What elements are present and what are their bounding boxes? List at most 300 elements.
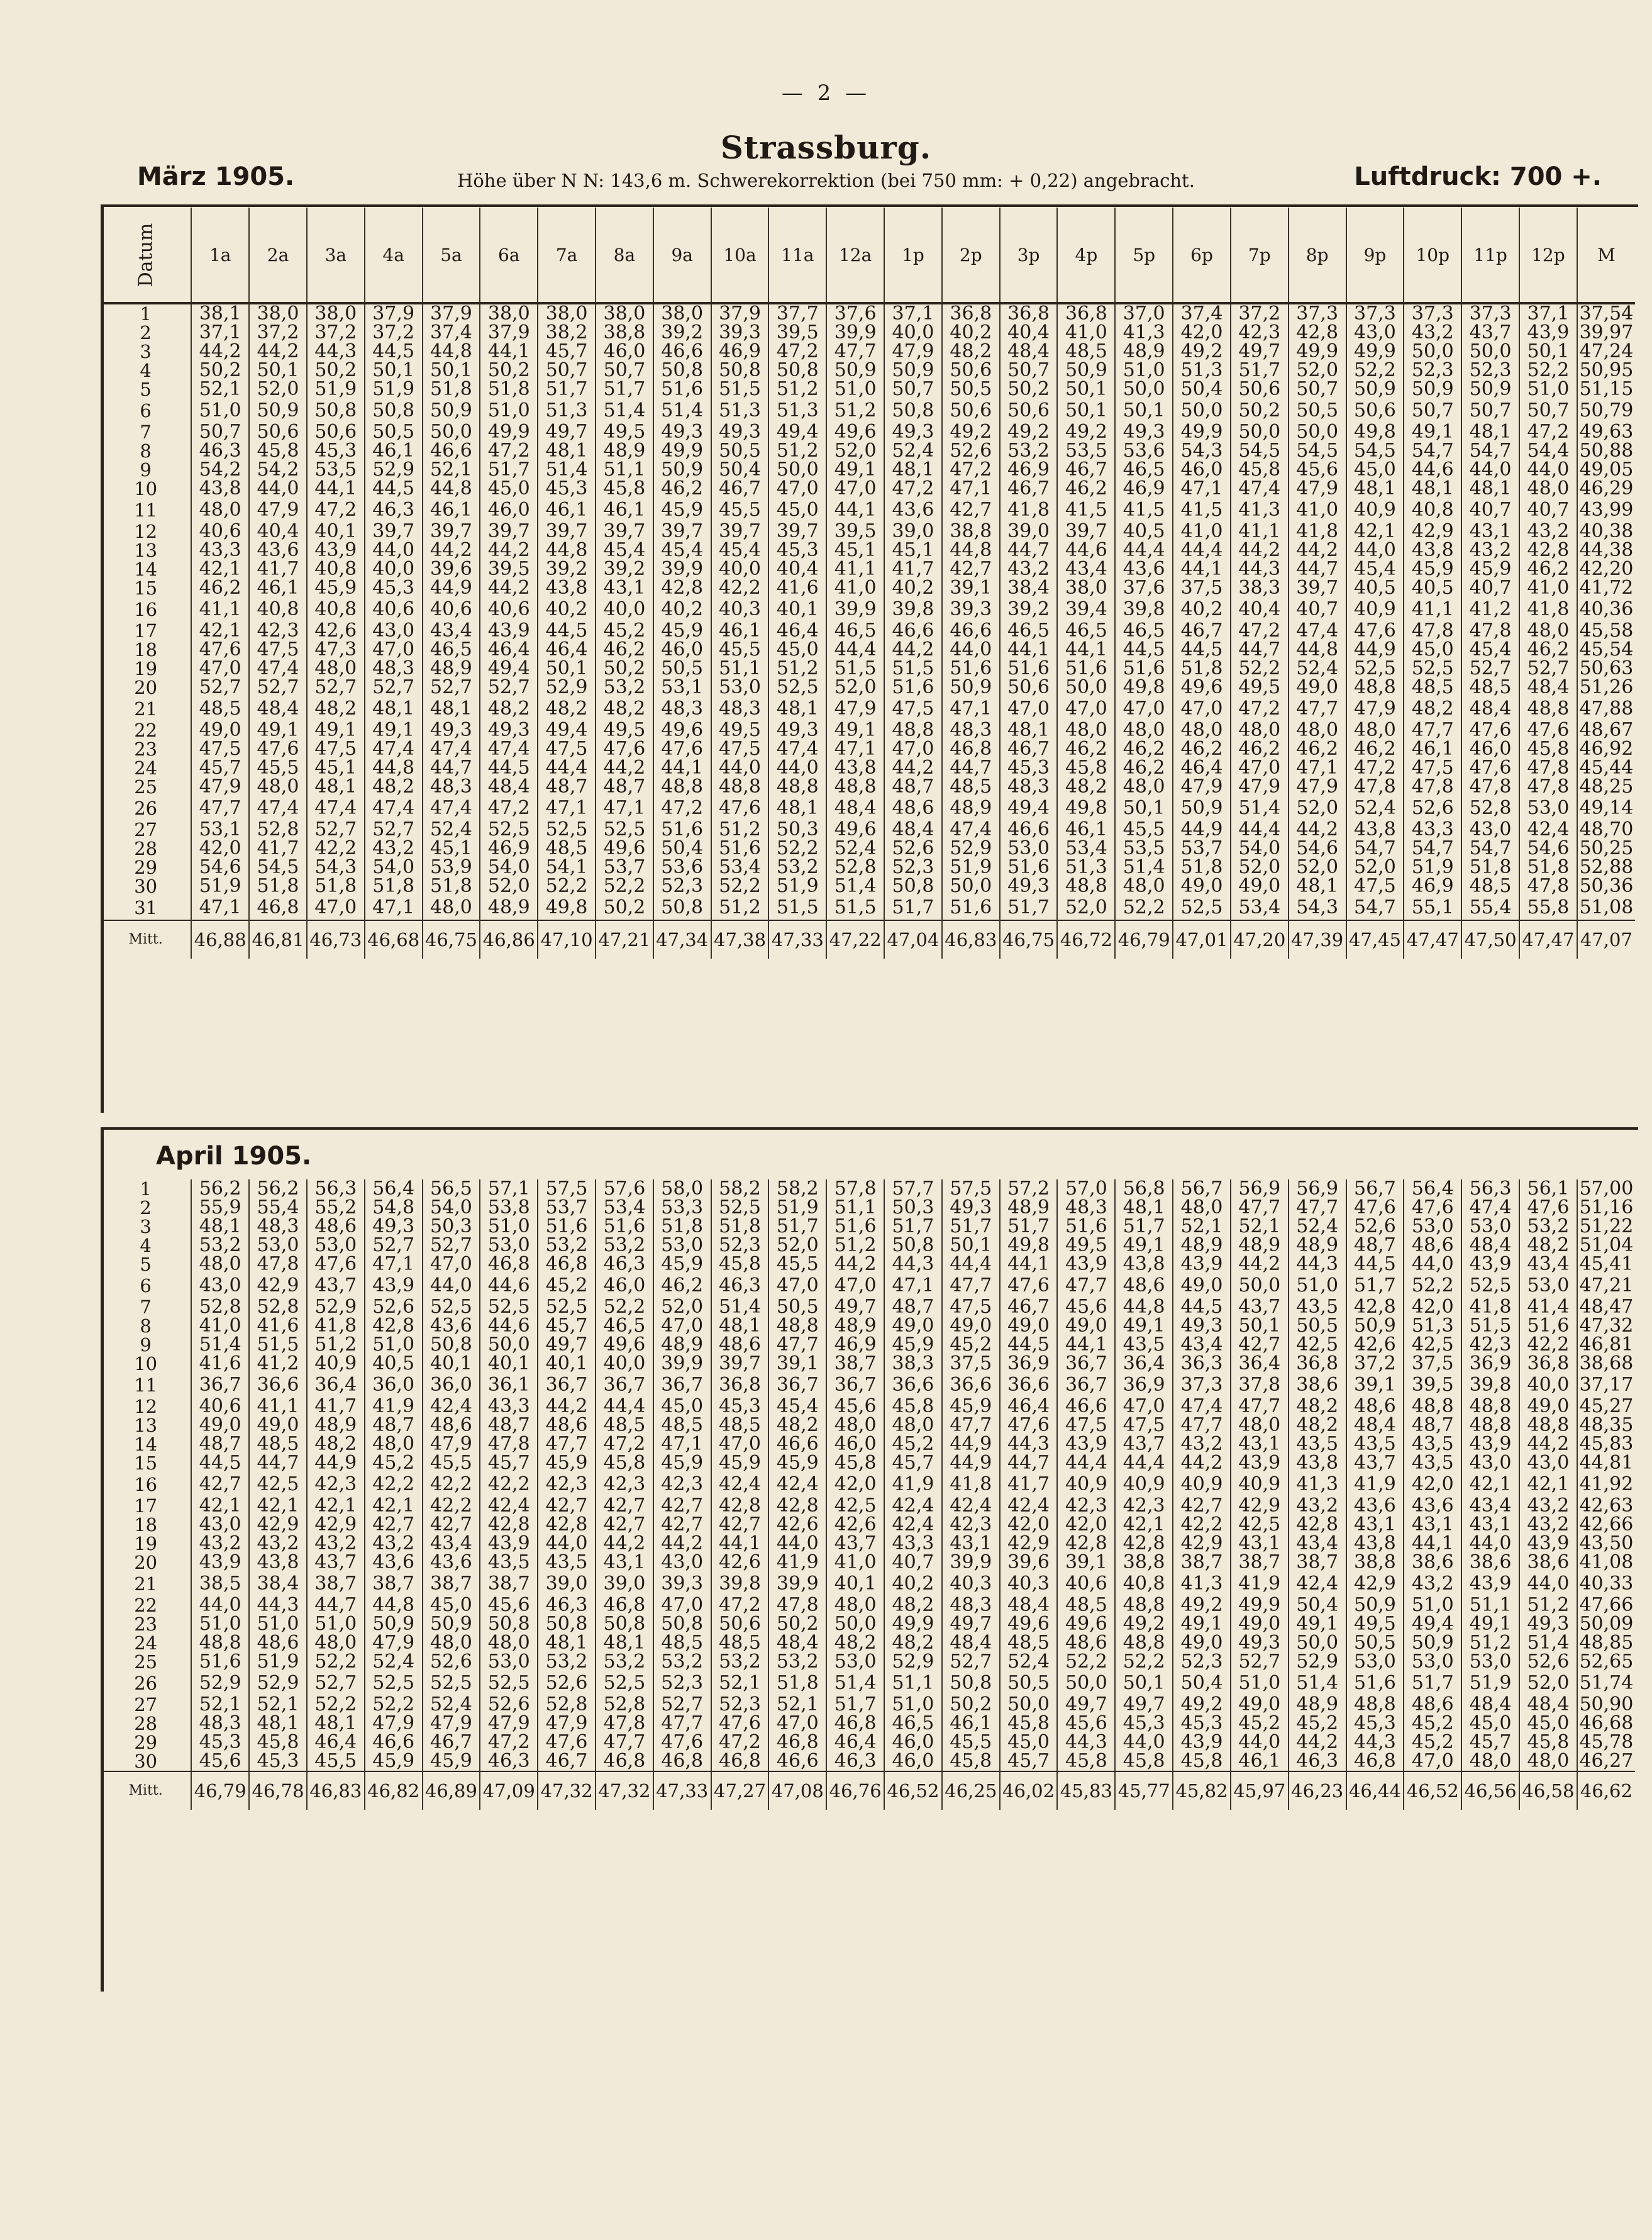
table-row [101,541,1635,560]
pressure-cell: 42,7 [191,1473,249,1496]
pressure-cell: 48,1 [307,777,365,796]
pressure-cell: 50,95 [1577,361,1635,380]
pressure-cell: 48,5 [1461,877,1519,896]
pressure-cell: 51,2 [768,442,826,460]
pressure-cell: 52,1 [249,1695,307,1714]
pressure-cell: 52,8 [538,1695,596,1714]
pressure-cell: 52,5 [768,678,826,697]
pressure-cell: 52,9 [538,678,596,697]
pressure-cell: 42,1 [1346,522,1404,541]
pressure-cell: 47,0 [423,1255,480,1274]
pressure-cell: 41,1 [1231,522,1289,541]
mean-cell: 47,20 [1231,920,1289,959]
column-header-label: 3p [1017,244,1040,265]
pressure-cell: 50,7 [191,423,249,442]
pressure-cell: 52,7 [942,1652,1000,1671]
pressure-cell: 43,1 [596,579,653,598]
pressure-cell: 40,1 [423,1354,480,1373]
pressure-cell: 43,2 [1173,1435,1231,1454]
day-cell: 8 [140,442,152,460]
pressure-cell: 48,1 [191,1217,249,1236]
pressure-cell: 51,5 [249,1335,307,1354]
pressure-cell: 46,0 [653,640,711,659]
pressure-cell: 54,7 [1346,839,1404,858]
pressure-cell: 51,7 [1115,1217,1173,1236]
pressure-cell: 42,9 [307,1515,365,1534]
pressure-cell: 47,9 [1289,479,1346,498]
pressure-cell: 47,8 [768,1596,826,1615]
pressure-cell: 45,9 [365,1752,423,1771]
pressure-cell: 51,2 [826,399,884,423]
pressure-cell: 51,0 [826,380,884,399]
pressure-cell: 46,1 [249,579,307,598]
mean-cell: 47,39 [1289,920,1346,959]
pressure-cell: 53,0 [1346,1652,1404,1671]
pressure-cell: 43,0 [191,1274,249,1298]
pressure-cell: 40,2 [1173,598,1231,621]
pressure-cell: 42,6 [307,621,365,640]
pressure-cell: 47,8 [1519,759,1577,777]
pressure-cell: 48,8 [191,1634,249,1652]
pressure-cell: 50,1 [423,361,480,380]
pressure-cell: 50,2 [191,361,249,380]
pressure-cell: 47,0 [768,479,826,498]
pressure-cell: 50,5 [1289,399,1346,423]
mean-cell: 46,78 [249,1771,307,1810]
pressure-cell: 50,8 [365,399,423,423]
pressure-cell: 47,0 [307,896,365,920]
pressure-cell: 46,8 [711,1752,769,1771]
pressure-cell: 37,2 [365,323,423,342]
pressure-cell: 47,9 [538,1714,596,1733]
pressure-cell: 49,5 [596,423,653,442]
pressure-cell: 45,3 [1173,1714,1231,1733]
pressure-cell: 48,6 [249,1634,307,1652]
pressure-cell: 48,9 [307,1416,365,1435]
pressure-cell: 54,1 [538,858,596,877]
pressure-cell: 39,7 [596,522,653,541]
pressure-cell: 44,4 [942,1255,1000,1274]
pressure-cell: 44,4 [1057,1454,1115,1473]
pressure-cell: 50,79 [1577,399,1635,423]
pressure-cell: 44,9 [942,1435,1000,1454]
pressure-cell: 40,9 [1115,1473,1173,1496]
pressure-cell: 47,2 [884,479,942,498]
pressure-cell: 50,1 [249,361,307,380]
pressure-cell: 48,9 [1289,1236,1346,1255]
pressure-cell: 50,7 [1404,399,1461,423]
pressure-cell: 37,54 [1577,303,1635,323]
pressure-cell: 40,6 [480,598,538,621]
pressure-cell: 42,2 [1519,1335,1577,1354]
pressure-cell: 49,7 [538,1335,596,1354]
pressure-cell: 50,4 [1289,1596,1346,1615]
pressure-cell: 50,6 [1231,380,1289,399]
pressure-cell: 44,9 [1173,820,1231,839]
table-row [101,1217,1635,1236]
pressure-cell: 47,1 [942,697,1000,721]
pressure-cell: 48,8 [1461,1416,1519,1435]
pressure-cell: 51,7 [1000,896,1058,920]
pressure-cell: 42,0 [1404,1473,1461,1496]
pressure-cell: 48,9 [1231,1236,1289,1255]
pressure-cell: 44,81 [1577,1454,1635,1473]
mean-cell: 46,62 [1577,1771,1635,1810]
pressure-cell: 47,7 [1173,1416,1231,1435]
pressure-cell: 51,7 [1404,1671,1461,1695]
pressure-cell: 52,1 [191,380,249,399]
mean-cell: 46,58 [1519,1771,1577,1810]
pressure-cell: 43,7 [1461,323,1519,342]
pressure-cell: 52,5 [1461,1274,1519,1298]
pressure-cell: 40,0 [884,323,942,342]
day-cell: 27 [134,820,158,839]
pressure-cell: 52,4 [826,839,884,858]
pressure-cell: 47,0 [1231,759,1289,777]
pressure-cell: 54,3 [1289,896,1346,920]
pressure-cell: 42,8 [1519,541,1577,560]
pressure-cell: 45,2 [884,1435,942,1454]
pressure-cell: 53,6 [1115,442,1173,460]
pressure-cell: 43,2 [1404,323,1461,342]
pressure-cell: 50,8 [307,399,365,423]
pressure-cell: 42,8 [538,1515,596,1534]
pressure-cell: 40,38 [1577,522,1635,541]
pressure-cell: 46,5 [1115,460,1173,479]
pressure-cell: 42,1 [1115,1515,1173,1534]
pressure-cell: 40,6 [365,598,423,621]
pressure-cell: 47,4 [249,796,307,820]
pressure-cell: 48,0 [1461,1752,1519,1771]
pressure-cell: 44,0 [1346,541,1404,560]
pressure-cell: 39,7 [1289,579,1346,598]
pressure-cell: 50,7 [1289,380,1346,399]
pressure-cell: 42,4 [942,1496,1000,1515]
pressure-cell: 51,9 [191,877,249,896]
pressure-cell: 52,9 [1289,1652,1346,1671]
pressure-cell: 44,8 [1115,1298,1173,1317]
pressure-cell: 45,3 [711,1397,769,1416]
pressure-cell: 45,1 [884,541,942,560]
pressure-cell: 54,2 [249,460,307,479]
pressure-cell: 49,3 [1173,1317,1231,1335]
pressure-cell: 52,9 [942,839,1000,858]
pressure-cell: 44,2 [884,759,942,777]
day-cell: 23 [134,1615,158,1634]
pressure-cell: 47,6 [1519,1198,1577,1217]
pressure-cell: 46,6 [653,342,711,361]
pressure-cell: 48,9 [942,796,1000,820]
pressure-cell: 53,4 [1231,896,1289,920]
pressure-cell: 46,2 [1057,740,1115,759]
pressure-cell: 46,6 [768,1435,826,1454]
day-cell: 19 [134,659,158,678]
day-cell: 17 [134,1496,158,1515]
pressure-cell: 43,5 [1289,1298,1346,1317]
pressure-cell: 50,6 [942,361,1000,380]
pressure-cell: 42,7 [538,1496,596,1515]
pressure-cell: 42,1 [191,1496,249,1515]
pressure-cell: 52,7 [365,1236,423,1255]
pressure-cell: 37,4 [1173,303,1231,323]
pressure-cell: 51,26 [1577,678,1635,697]
pressure-cell: 52,7 [1231,1652,1289,1671]
pressure-cell: 46,8 [1346,1752,1404,1771]
pressure-cell: 44,1 [1000,640,1058,659]
pressure-cell: 40,8 [249,598,307,621]
day-cell: 15 [134,1454,158,1473]
column-header-label: 5a [440,244,462,265]
column-header-label: 7a [555,244,578,265]
pressure-cell: 47,88 [1577,697,1635,721]
pressure-cell: 39,9 [653,560,711,579]
pressure-cell: 48,2 [307,697,365,721]
pressure-cell: 47,9 [365,1714,423,1733]
pressure-cell: 47,9 [1289,777,1346,796]
pressure-cell: 45,7 [191,759,249,777]
pressure-cell: 48,5 [538,839,596,858]
pressure-cell: 47,4 [1231,479,1289,498]
pressure-cell: 44,0 [1519,460,1577,479]
pressure-cell: 50,7 [1519,399,1577,423]
pressure-cell: 44,6 [480,1274,538,1298]
pressure-cell: 50,2 [942,1695,1000,1714]
pressure-cell: 48,0 [249,777,307,796]
pressure-cell: 52,2 [711,877,769,896]
pressure-cell: 46,4 [538,640,596,659]
mean-cell: 46,52 [1404,1771,1461,1810]
pressure-cell: 47,6 [653,1733,711,1752]
pressure-cell: 51,2 [1519,1596,1577,1615]
day-cell: 3 [140,342,152,361]
pressure-cell: 42,3 [1115,1496,1173,1515]
pressure-cell: 37,3 [1346,303,1404,323]
pressure-cell: 48,6 [711,1335,769,1354]
pressure-cell: 50,9 [884,361,942,380]
pressure-cell: 48,7 [1346,1236,1404,1255]
pressure-cell: 39,0 [538,1572,596,1596]
pressure-cell: 53,0 [249,1236,307,1255]
pressure-cell: 45,2 [942,1335,1000,1354]
day-cell: 13 [134,1416,158,1435]
pressure-cell: 41,0 [1173,522,1231,541]
pressure-cell: 52,2 [1346,361,1404,380]
pressure-cell: 47,6 [653,740,711,759]
pressure-cell: 48,6 [1404,1236,1461,1255]
pressure-cell: 43,4 [423,621,480,640]
pressure-cell: 44,5 [538,621,596,640]
day-cell: 6 [140,400,152,421]
mean-cell: 47,34 [653,920,711,959]
pressure-cell: 51,8 [480,380,538,399]
pressure-cell: 46,1 [365,442,423,460]
table-row [101,640,1635,659]
pressure-cell: 56,4 [365,1179,423,1198]
column-header-label: 2p [959,244,982,265]
pressure-cell: 45,6 [826,1397,884,1416]
pressure-cell: 53,0 [653,1236,711,1255]
pressure-cell: 36,0 [423,1373,480,1397]
pressure-cell: 45,7 [538,342,596,361]
pressure-cell: 42,3 [249,621,307,640]
pressure-cell: 47,9 [365,1634,423,1652]
pressure-cell: 53,4 [596,1198,653,1217]
day-cell: 8 [140,1317,152,1335]
pressure-cell: 48,2 [307,1435,365,1454]
pressure-cell: 45,3 [249,1752,307,1771]
pressure-cell: 50,90 [1577,1695,1635,1714]
pressure-cell: 47,4 [365,740,423,759]
pressure-cell: 45,2 [538,1274,596,1298]
mean-cell: 47,27 [711,1771,769,1810]
mean-row [101,920,1635,959]
pressure-cell: 38,6 [1289,1373,1346,1397]
pressure-cell: 56,9 [1231,1179,1289,1198]
pressure-cell: 47,4 [423,796,480,820]
pressure-cell: 51,4 [653,399,711,423]
pressure-cell: 54,4 [1519,442,1577,460]
pressure-cell: 53,0 [1404,1217,1461,1236]
pressure-cell: 52,65 [1577,1652,1635,1671]
pressure-cell: 48,4 [1461,697,1519,721]
day-cell: 26 [134,798,158,819]
table-row [101,1298,1635,1317]
pressure-cell: 52,7 [423,678,480,697]
pressure-cell: 52,2 [365,1695,423,1714]
day-cell: 1 [140,1179,152,1198]
pressure-cell: 48,8 [1461,1397,1519,1416]
pressure-cell: 40,33 [1577,1572,1635,1596]
day-cell: 15 [134,579,158,598]
pressure-cell: 45,0 [480,479,538,498]
pressure-cell: 37,9 [711,303,769,323]
pressure-cell: 48,0 [1346,721,1404,740]
pressure-cell: 45,2 [596,621,653,640]
pressure-cell: 52,4 [423,1695,480,1714]
table-row [101,1534,1635,1553]
column-header [1115,208,1173,303]
pressure-cell: 43,1 [1461,1515,1519,1534]
pressure-cell: 45,4 [653,541,711,560]
pressure-cell: 50,25 [1577,839,1635,858]
pressure-cell: 49,2 [1173,1596,1231,1615]
pressure-cell: 46,5 [884,1714,942,1733]
pressure-cell: 51,8 [768,1671,826,1695]
pressure-cell: 47,66 [1577,1596,1635,1615]
day-cell: 25 [134,777,158,796]
pressure-cell: 51,6 [1057,659,1115,678]
pressure-cell: 45,8 [1057,759,1115,777]
pressure-cell: 49,8 [1057,796,1115,820]
pressure-cell: 39,7 [1057,522,1115,541]
day-cell: 2 [140,1198,152,1217]
column-header-label: 1a [209,244,231,265]
pressure-cell: 43,2 [1000,560,1058,579]
pressure-cell: 44,3 [249,1596,307,1615]
column-header [1577,208,1635,303]
pressure-cell: 38,4 [249,1572,307,1596]
pressure-cell: 48,5 [1000,1634,1058,1652]
table-row [101,303,1635,323]
pressure-cell: 51,7 [942,1217,1000,1236]
pressure-cell: 47,5 [711,740,769,759]
pressure-cell: 47,9 [423,1435,480,1454]
table-row [101,1198,1635,1217]
mean-cell: 47,33 [653,1771,711,1810]
pressure-cell: 51,5 [884,659,942,678]
pressure-cell: 51,8 [1173,659,1231,678]
pressure-cell: 50,0 [942,877,1000,896]
pressure-cell: 47,7 [942,1416,1000,1435]
pressure-cell: 52,0 [1346,858,1404,877]
pressure-cell: 48,8 [711,777,769,796]
pressure-cell: 43,0 [1346,323,1404,342]
pressure-cell: 49,1 [1404,423,1461,442]
mean-cell: 46,76 [826,1771,884,1810]
pressure-cell: 45,58 [1577,621,1635,640]
pressure-cell: 53,0 [1519,796,1577,820]
pressure-cell: 44,2 [480,541,538,560]
pressure-cell: 54,5 [1289,442,1346,460]
pressure-cell: 46,8 [538,1255,596,1274]
table-row [101,678,1635,697]
pressure-cell: 48,7 [1404,1416,1461,1435]
pressure-cell: 44,8 [365,1596,423,1615]
pressure-cell: 51,6 [191,1652,249,1671]
pressure-cell: 42,8 [1346,1298,1404,1317]
pressure-cell: 44,3 [884,1255,942,1274]
pressure-cell: 38,8 [1346,1553,1404,1572]
pressure-cell: 49,9 [653,442,711,460]
pressure-cell: 38,68 [1577,1354,1635,1373]
pressure-cell: 51,4 [1519,1634,1577,1652]
pressure-cell: 47,0 [768,1714,826,1733]
pressure-cell: 49,8 [538,896,596,920]
pressure-cell: 47,3 [307,640,365,659]
pressure-cell: 42,3 [653,1473,711,1496]
mean-cell: 45,77 [1115,1771,1173,1810]
pressure-cell: 47,32 [1577,1317,1635,1335]
pressure-cell: 49,7 [538,423,596,442]
pressure-cell: 51,8 [711,1217,769,1236]
pressure-cell: 46,4 [1000,1397,1058,1416]
pressure-cell: 44,2 [653,1534,711,1553]
pressure-cell: 53,7 [1173,839,1231,858]
pressure-cell: 50,8 [884,1236,942,1255]
pressure-cell: 51,9 [249,1652,307,1671]
pressure-cell: 50,6 [942,399,1000,423]
pressure-cell: 52,0 [1289,361,1346,380]
column-header [480,208,538,303]
pressure-cell: 57,1 [480,1179,538,1198]
pressure-cell: 50,1 [1231,1317,1289,1335]
pressure-cell: 49,0 [191,721,249,740]
pressure-cell: 39,7 [711,1354,769,1373]
pressure-cell: 42,8 [365,1317,423,1335]
pressure-cell: 52,8 [249,1298,307,1317]
pressure-cell: 43,2 [307,1534,365,1553]
day-cell: 30 [134,877,158,896]
pressure-cell: 50,63 [1577,659,1635,678]
pressure-cell: 37,6 [1115,579,1173,598]
pressure-cell: 51,0 [1519,380,1577,399]
pressure-cell: 37,2 [1231,303,1289,323]
pressure-cell: 44,3 [1289,1255,1346,1274]
pressure-cell: 45,8 [1231,460,1289,479]
pressure-cell: 54,6 [1289,839,1346,858]
pressure-cell: 50,8 [423,1335,480,1354]
pressure-cell: 46,8 [768,1733,826,1752]
